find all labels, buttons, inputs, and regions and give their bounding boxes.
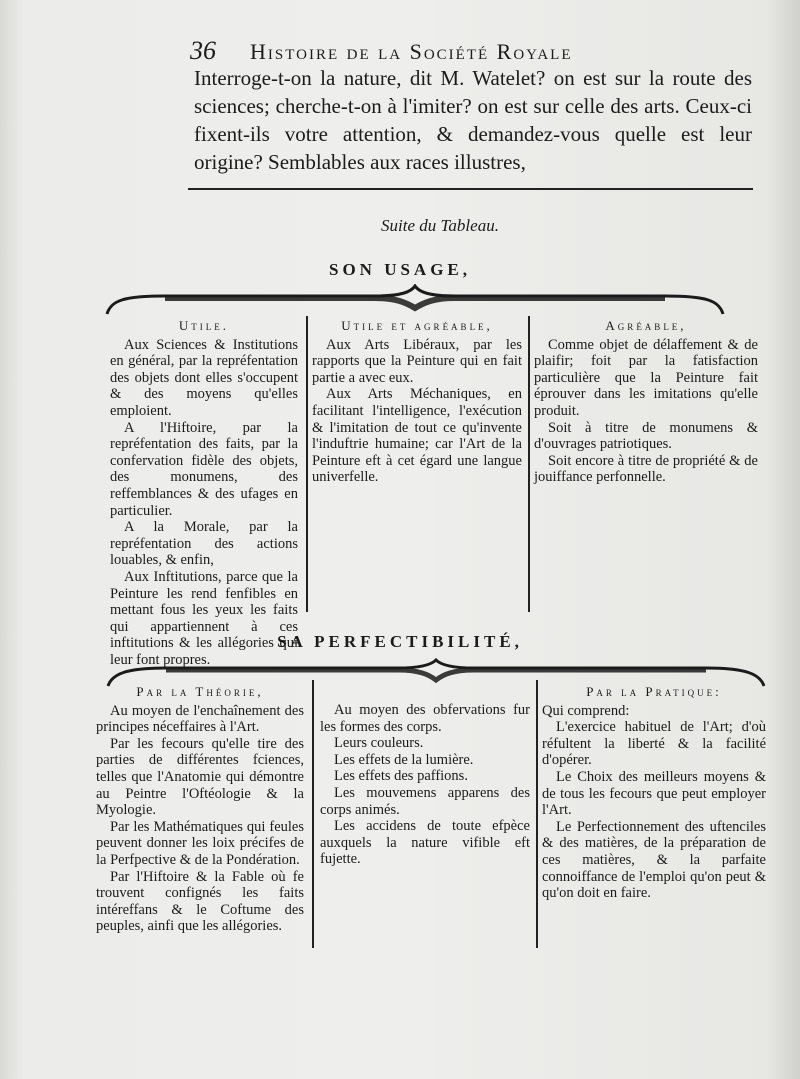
perfectibilite-paragraph: Par les fecours qu'elle tire des parties de différentes fciences, telles que l'Anatomie qui démontre au Peintre l'Oftéologie & la Myologie. bbox=[96, 735, 304, 819]
perfectibilite-paragraph: Les accidens de toute efpèce auxquels la nature vifible eft fujette. bbox=[320, 818, 530, 868]
usage-divider-1 bbox=[306, 316, 308, 612]
perfectibilite-paragraph: Au moyen de l'enchaînement des principes néceffaires à l'Art. bbox=[96, 702, 304, 736]
perfectibilite-section-title: SA PERFECTIBILITÉ, bbox=[277, 632, 523, 651]
perfectibilite-paragraph: Les effets des paffions. bbox=[334, 768, 468, 785]
usage-column-utile bbox=[110, 318, 298, 668]
usage-paragraph: Soit à titre de monumens & d'ouvrages patriotiques. bbox=[534, 419, 758, 453]
running-head: Histoire de la Société Royale bbox=[250, 39, 573, 64]
usage-head-utile: Utile. bbox=[178, 318, 230, 333]
usage-column-utile-agreable bbox=[312, 318, 522, 486]
perfectibilite-paragraph: Qui comprend: bbox=[542, 702, 630, 719]
usage-divider-2 bbox=[528, 316, 530, 612]
page-number: 36 bbox=[190, 36, 216, 65]
header-rule bbox=[188, 188, 753, 190]
suite-title-text: Suite du Tableau. bbox=[381, 216, 499, 235]
perfectibilite-divider-2 bbox=[536, 680, 538, 948]
usage-column-agreable bbox=[534, 318, 758, 486]
perfectibilite-paragraph: Le Choix des meilleurs moyens & de tous les fecours que peut employer l'Art. bbox=[542, 768, 766, 819]
perfectibilite-paragraph: Les effets de la lumière. bbox=[334, 751, 474, 768]
perfectibilite-paragraph: Par l'Hiftoire & la Fable où fe trouvent confignés les faits intéreffans & le Coftume des peuples, ainfi que les allégories. bbox=[96, 868, 304, 935]
usage-brace bbox=[105, 284, 725, 318]
perfectibilite-column-theorie bbox=[96, 684, 304, 935]
perfectibilite-column-observations bbox=[320, 702, 530, 868]
intro-text: Interroge-t-on la nature, dit M. Watelet? on est sur la route des sciences; cherche-t-on à l'imiter? on est sur celle des arts. Ceux-ci fixent-ils votre attention, & demandez-vous quelle est leur origine? Semblables aux races illustres, bbox=[194, 66, 752, 174]
usage-paragraph: Comme objet de délaffement & de plaifir; foit par la fatisfaction particulière que la Peinture fait éprouver dans les imitations qu'elle produit. bbox=[534, 336, 758, 419]
intro-paragraph bbox=[194, 64, 752, 176]
usage-paragraph: Aux Arts Libéraux, par les rapports que la Peinture qui en fait partie a avec eux. bbox=[312, 336, 522, 386]
perfectibilite-column-pratique bbox=[542, 684, 766, 902]
perfectibilite-paragraph: Par les Mathématiques qui feules peuvent donner les loix précifes de la Perfpective & de la Pondération. bbox=[96, 818, 304, 868]
suite-title bbox=[0, 216, 800, 236]
perfectibilite-paragraph: Leurs couleurs. bbox=[334, 735, 424, 752]
page-header bbox=[190, 36, 750, 66]
usage-paragraph: Aux Inftitutions, parce que la Peinture les rend fenfibles en mettant fous les yeux les faits qui appartiennent à ces inftitutions & les allégories qui leur font propres. bbox=[110, 568, 298, 668]
usage-paragraph: Aux Arts Méchaniques, en facilitant l'intelligence, l'exécution & l'imitation de tout ce qu'invente l'induftrie humaine; car l'Art de la Peinture eft à cet égard une langue univerfelle. bbox=[312, 386, 522, 486]
perfectibilite-paragraph: Le Perfectionnement des uftenciles & des matières, de la préparation de ces matières, & la parfaite connoiffance de l'emploi qu'on peut & qu'on doit en faire. bbox=[542, 818, 766, 902]
perfectibilite-head-pratique: Par la Pratique: bbox=[586, 684, 722, 699]
usage-head-utile-agreable: Utile et agréable, bbox=[341, 318, 493, 333]
perfectibilite-head-theorie: Par la Théorie, bbox=[136, 684, 264, 699]
perfectibilite-divider-1 bbox=[312, 680, 314, 948]
perfectibilite-paragraph: Au moyen des obfervations fur les formes des corps. bbox=[320, 702, 530, 735]
usage-section-title: SON USAGE, bbox=[328, 260, 472, 279]
usage-head-agreable: Agréable, bbox=[605, 318, 687, 333]
usage-paragraph: A l'Hiftoire, par la repréfentation des faits, par la confervation fidèle des objets, des monumens, des reffemblances & des ufages en particulier. bbox=[110, 419, 298, 519]
usage-paragraph: Soit encore à titre de propriété & de jouiffance perfonnelle. bbox=[534, 452, 758, 486]
perfectibilite-paragraph: Les mouvemens apparens des corps animés. bbox=[320, 784, 530, 818]
usage-paragraph: A la Morale, par la repréfentation des actions louables, & enfin, bbox=[110, 519, 298, 569]
perfectibilite-paragraph: L'exercice habituel de l'Art; d'où réfultent la liberté & la facilité d'opérer. bbox=[542, 719, 766, 769]
usage-paragraph: Aux Sciences & Institutions en général, par la repréfentation des objets dont elles s'occupent & des moyens qu'elles emploient. bbox=[110, 336, 298, 419]
